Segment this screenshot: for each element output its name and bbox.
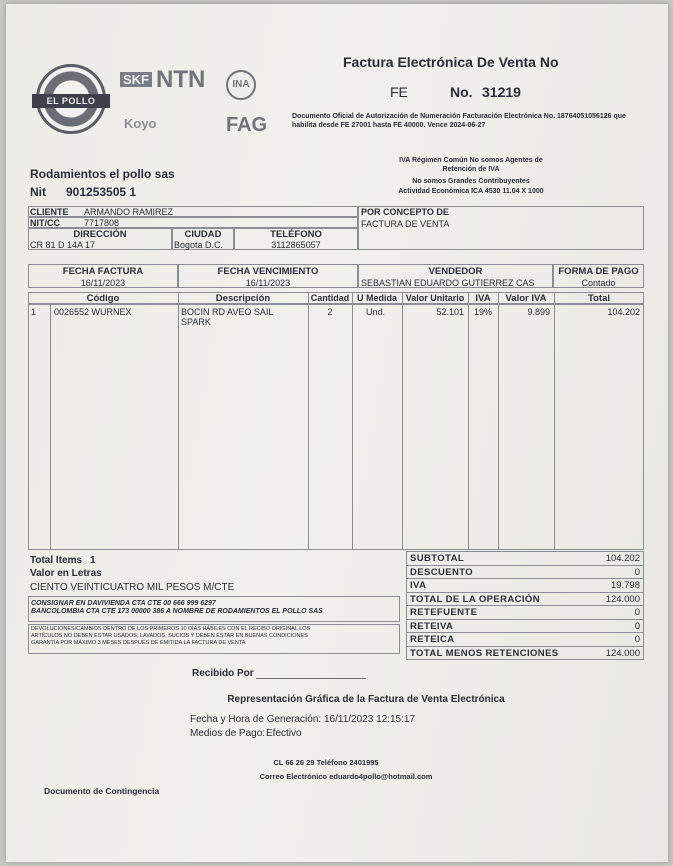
col-header-description: Descripción (215, 293, 271, 304)
totals-value: 124.000 (605, 593, 640, 605)
col-line (554, 292, 555, 550)
payment-label: FORMA DE PAGO (558, 266, 639, 277)
phone-value: 3112865057 (271, 240, 321, 250)
received-label: Recibido Por (192, 668, 254, 679)
item-total: 104.202 (607, 307, 640, 317)
nit-row (28, 217, 358, 228)
invoice-date-label: FECHA FACTURA (62, 266, 144, 277)
totals-value: 124.000 (605, 647, 640, 659)
item-description-1: BOCIN RD AVEO SAIL (181, 307, 274, 317)
item-index: 1 (31, 307, 37, 317)
col-header-iva-value: Valor IVA (505, 293, 547, 304)
payment-means-label: Medios de Pago: (190, 728, 266, 739)
representation-text: Representación Gráfica de la Factura de Venta Electrónica (227, 694, 505, 705)
concept-value: FACTURA DE VENTA (361, 219, 450, 229)
totals-label: IVA (410, 580, 427, 591)
consign-line-2: BANCOLOMBIA CTA CTE 173 00000 386 A NOMBRE DE RODAMIENTOS EL POLLO SAS (31, 608, 323, 615)
item-iva-value: 9.899 (527, 307, 550, 317)
item-code: 0026552 WURNEX (54, 307, 132, 317)
signature-line (256, 678, 366, 679)
generated-value: 16/11/2023 12:15:17 (324, 714, 416, 725)
tax-regime-1: IVA Régimen Común No somos Agentes de (399, 157, 543, 164)
totals-label: TOTAL DE LA OPERACIÓN (410, 593, 540, 605)
consign-line-1: CONSIGNAR EN DAVIVIENDA CTA CTE 00 666 999 6297 (31, 600, 216, 607)
invoice-prefix: FE (390, 84, 408, 100)
company-nit: 901253505 1 (66, 185, 137, 199)
value-words-label: Valor en Letras (30, 568, 102, 579)
totals-row (406, 646, 644, 661)
city-label: CIUDAD (184, 229, 222, 240)
invoice-title: Factura Electrónica De Venta No (343, 54, 559, 70)
col-line (352, 292, 353, 550)
brand-fag: FAG (226, 114, 268, 136)
totals-row (406, 592, 644, 607)
client-label: CLIENTE (30, 207, 69, 217)
item-unit-value: 52.101 (436, 307, 464, 317)
returns-line-1: DEVOLUCIONES/CAMBIOS DENTRO DE LOS PRIMEROS 10 DÍAS HÁBILES CON EL RECIBO ORIGINAL LOS (31, 626, 311, 632)
value-words: CIENTO VEINTICUATRO MIL PESOS M/CTE (30, 582, 235, 593)
col-header-iva: IVA (475, 293, 491, 304)
tax-regime-4: Actividad Económica ICA 4530 11.04 X 1000 (398, 188, 544, 195)
concept-label: POR CONCEPTO DE (361, 207, 449, 217)
invoice-date-value: 16/11/2023 (80, 278, 126, 288)
address-label: DIRECCIÓN (73, 229, 127, 240)
returns-line-2: ARTÍCULOS NO DEBEN ESTAR USADOS, LAVADOS, SUCIOS Y DEBEN ESTAR EN BUENAS CONDICIONES (31, 633, 308, 639)
payment-value: Contado (581, 278, 616, 288)
footer-address: CL 66 26 29 Teléfono 2401995 (273, 758, 379, 767)
totals-row (406, 605, 644, 620)
item-unit: Und. (366, 307, 386, 317)
brand-ina: INA (226, 70, 256, 100)
brand-koyo: Koyo (124, 116, 157, 131)
totals-value: 0 (634, 566, 640, 578)
totals-row (406, 551, 644, 566)
tax-regime-2: Retención de IVA (442, 166, 500, 173)
totals-value: 19.798 (610, 580, 640, 591)
col-header-unit-value: Valor Unitario (405, 293, 465, 303)
brand-ntn: NTN (156, 66, 206, 93)
totals-label: TOTAL MENOS RETENCIONES (410, 647, 559, 659)
totals-value: 104.202 (605, 553, 640, 564)
seller-label: VENDEDOR (428, 266, 483, 277)
brand-skf: SKF (120, 72, 152, 87)
totals-row (406, 578, 644, 593)
items-body (28, 304, 644, 550)
col-line (50, 304, 51, 550)
col-line (468, 292, 469, 550)
client-nit-label: NIT/CC (30, 218, 60, 228)
generated-label: Fecha y Hora de Generación: (190, 714, 322, 725)
address-value: CR 81 D 14A 17 (30, 240, 96, 250)
totals-label: RETEIVA (410, 620, 454, 632)
client-row (28, 206, 358, 217)
item-qty: 2 (327, 307, 333, 317)
footer-email: Correo Electrónico eduardo4pollo@hotmail.com (259, 772, 433, 781)
tax-regime-3: No somos Grandes Contribuyentes (412, 178, 530, 185)
totals-value: 0 (634, 634, 640, 645)
totals-row (406, 565, 644, 580)
returns-line-3: GARANTÍA POR MÁXIMO 3 MESES DESPUÉS DE EMITIDA LA FACTURA DE VENTA (31, 640, 246, 646)
invoice-paper (6, 4, 668, 862)
due-date-label: FECHA VENCIMIENTO (217, 266, 319, 277)
totals-label: SUBTOTAL (410, 553, 465, 564)
client-nit-value: 7717808 (84, 218, 120, 228)
seller-value: SEBASTIAN EDUARDO GUTIERREZ CAS (361, 278, 535, 288)
col-line (498, 292, 499, 550)
due-date-value: 16/11/2023 (245, 278, 291, 288)
totals-row (406, 619, 644, 634)
col-line (178, 292, 179, 550)
col-header-qty: Cantidad (310, 293, 350, 303)
logo-text: EL POLLO (32, 94, 110, 108)
invoice-number-label: No. (450, 84, 473, 100)
totals-value: 0 (634, 607, 640, 618)
item-description-2: SPARK (181, 317, 211, 327)
invoice-number: 31219 (482, 84, 521, 100)
totals-row (406, 632, 644, 647)
company-nit-label: Nit (30, 185, 46, 199)
client-value: ARMANDO RAMIREZ (84, 207, 174, 217)
col-line (308, 292, 309, 550)
totals-value: 0 (634, 620, 640, 632)
city-value: Bogota D.C. (174, 240, 224, 250)
phone-label: TELÉFONO (270, 229, 322, 240)
totals-label: DESCUENTO (410, 566, 474, 578)
total-items-value: 1 (90, 555, 96, 566)
payment-means-value: Efectivo (266, 728, 302, 739)
total-items-label: Total Items (30, 555, 83, 566)
company-name: Rodamientos el pollo sas (30, 167, 175, 181)
col-header-code: Código (86, 293, 120, 304)
totals-label: RETEFUENTE (410, 607, 478, 618)
col-header-unit: U Medida (356, 293, 397, 303)
col-line (402, 292, 403, 550)
authorization-text: Documento Oficial de Autorización de Numeración Facturación Electrónica No. 18764051056126 que habilita desde FE 27001 hasta FE 40000. Vence 2024-06-27 (292, 113, 626, 129)
col-header-total: Total (588, 293, 610, 304)
contingency-text: Documento de Contingencia (44, 786, 160, 796)
item-iva: 19% (473, 307, 492, 317)
totals-label: RETEICA (410, 634, 455, 645)
